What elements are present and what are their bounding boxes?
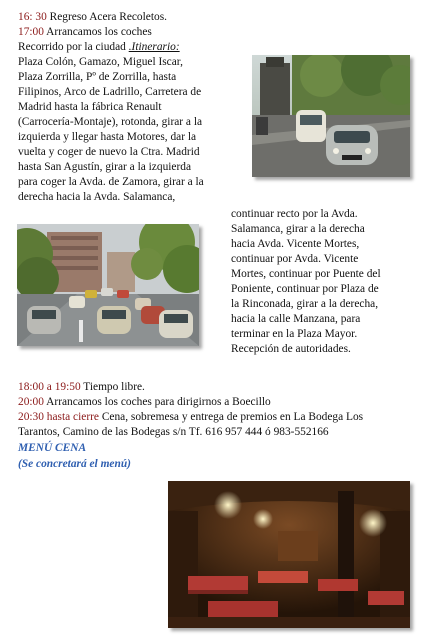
route-line-2: Recepción de autoridades. [231, 343, 351, 355]
route-line: Plaza Zorrilla, Pº de Zorrilla, hasta [18, 71, 177, 83]
route-line: Filipinos, Arco de Ladrillo, Carretera de [18, 86, 202, 98]
itinerario-link[interactable]: .Itinerario: [128, 41, 180, 53]
route-line: izquierda y llegar hasta Motores, dar la [18, 131, 197, 143]
event-regreso: Regreso Acera Recoletos. [46, 11, 167, 23]
bodega-interior-photo [168, 481, 410, 628]
schedule-line-2000 [18, 395, 271, 410]
event-tiempo-libre: Tiempo libre. [80, 381, 145, 393]
route-line-2: hacia Avda. Vicente Mortes, [231, 238, 360, 250]
bodega-interior-image [168, 481, 410, 628]
time-1700: 17:00 [18, 26, 44, 38]
route-line-2: hacia la calle Manzana, para [231, 313, 361, 325]
route-line: derecha hacia la Avda. Salamanca, [18, 191, 176, 203]
schedule-line-2030 [18, 410, 363, 425]
schedule-line-1700 [18, 25, 152, 40]
time-2000: 20:00 [18, 396, 44, 408]
route-line-2: continuar por Avda. Vicente [231, 253, 359, 265]
route-line-2: Mortes, continuar por Puente del [231, 268, 381, 280]
route-line: (Carrocería-Montaje), rotonda, girar a la [18, 116, 203, 128]
route-line: para coger la Avda. de Zamora, girar a la [18, 176, 204, 188]
event-boecillo: Arrancamos los coches para dirigirnos a Boecillo [43, 396, 271, 408]
schedule-line-1800 [18, 380, 145, 395]
menu-title: MENÚ CENA [18, 442, 87, 454]
route-line-2: Salamanca, girar a la derecha [231, 223, 365, 235]
venue-address: Tarantos, Camino de las Bodegas s/n Tf. 616 957 444 ó 983-552166 [18, 426, 329, 438]
route-line: vuelta y coger de nuevo la Ctra. Madrid [18, 146, 200, 158]
avenue-cars-photo [17, 224, 199, 346]
route-line-2: la Rinconada, girar a la derecha, [231, 298, 379, 310]
route-line: Plaza Colón, Gamazo, Miguel Iscar, [18, 56, 183, 68]
route-line-2: terminar en la Plaza Mayor. [231, 328, 358, 340]
menu-note: (Se concretará el menú) [18, 458, 131, 470]
event-arrancamos: Arrancamos los coches [43, 26, 152, 38]
route-line-2: Poniente, continuar por Plaza de [231, 283, 379, 295]
route-line: hasta San Agustín, girar a la izquierda [18, 161, 192, 173]
route-line-2: continuar recto por la Avda. [231, 208, 358, 220]
avenue-cars-image [17, 224, 199, 346]
route-intro-text: Recorrido por la ciudad [18, 41, 129, 53]
route-intro [18, 40, 180, 55]
classic-cars-street-photo [252, 55, 410, 177]
time-2030: 20:30 hasta cierre [18, 411, 99, 423]
time-1630: 16: 30 [18, 11, 47, 23]
route-line: Madrid hasta la fábrica Renault [18, 101, 162, 113]
time-1800-1950: 18:00 a 19:50 [18, 381, 81, 393]
schedule-line-1630 [18, 10, 167, 25]
event-cena: Cena, sobremesa y entrega de premios en La Bodega Los [98, 411, 364, 423]
classic-cars-street-image [252, 55, 410, 177]
